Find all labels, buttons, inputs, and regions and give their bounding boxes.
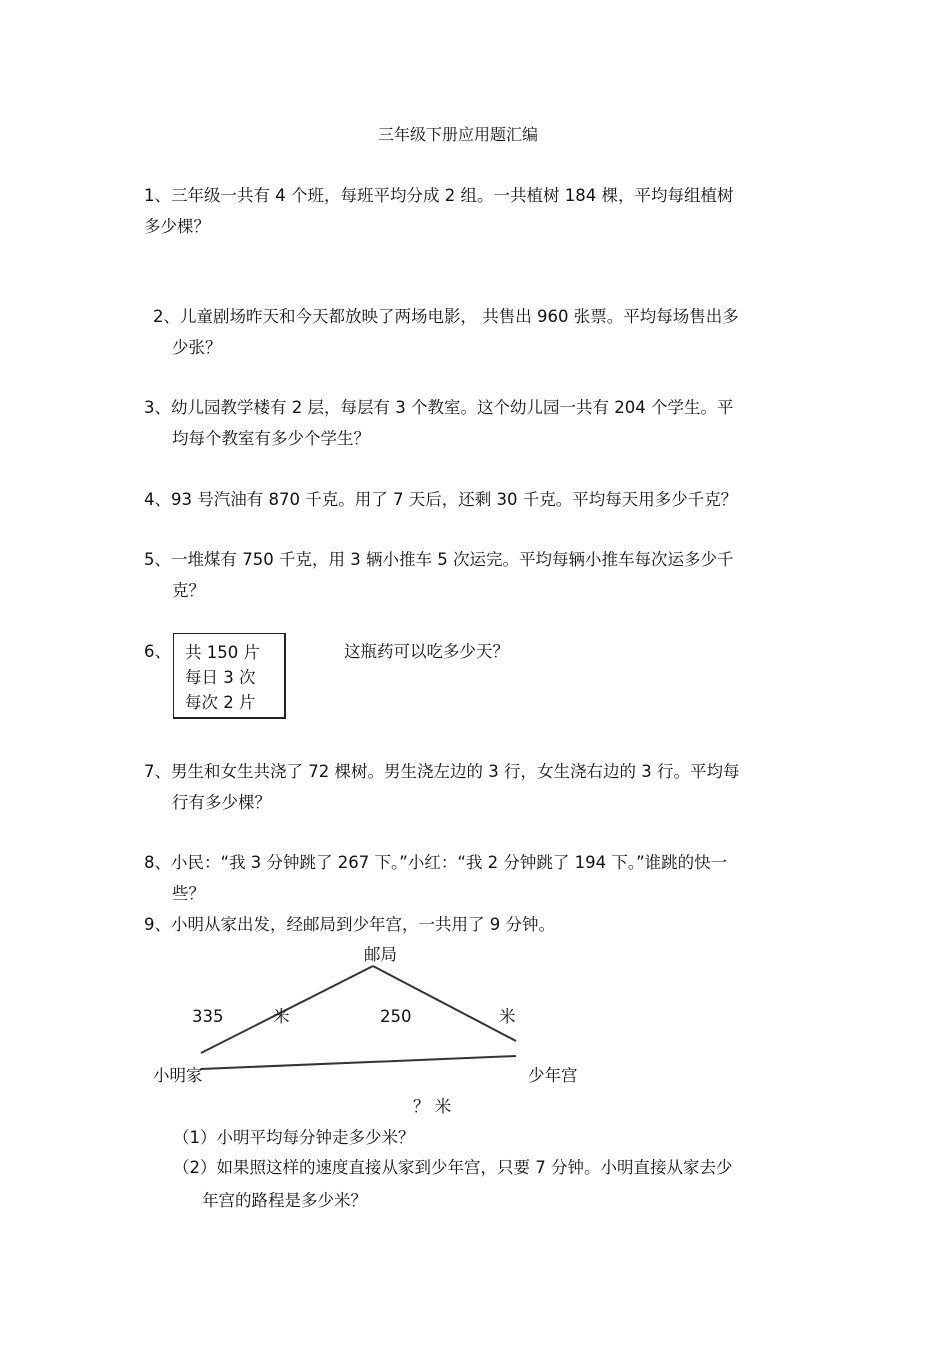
- left-unit-label: 米: [273, 1007, 290, 1026]
- question-6-number: 6、: [144, 642, 171, 661]
- question-9-sub-2-line-2: 年宫的路程是多少米？: [202, 1191, 367, 1210]
- route-home-to-palace: [201, 1056, 516, 1069]
- medicine-pills-per-time: 每次 2 片: [185, 693, 256, 712]
- right-unit-label: 米: [499, 1007, 516, 1026]
- home-label: 小明家: [153, 1066, 203, 1085]
- question-3-line-1: 3、幼儿园教学楼有 2 层，每层有 3 个教室。这个幼儿园一共有 204 个学生。平: [144, 398, 734, 417]
- question-8-line-1: 8、小民：“我 3 分钟跳了 267 下。”小红：“我 2 分钟跳了 194 下。”谁跳的快一: [144, 853, 728, 872]
- post-office-label: 邮局: [364, 945, 397, 964]
- right-distance-label: 250: [380, 1007, 412, 1026]
- medicine-total: 共 150 片: [185, 643, 260, 662]
- left-distance-label: 335: [192, 1007, 224, 1026]
- youth-palace-label: 少年宫: [528, 1066, 578, 1085]
- question-8-line-2: 些？: [172, 884, 205, 903]
- question-5-line-2: 克？: [172, 581, 205, 600]
- question-2-line-1: 2、儿童剧场昨天和今天都放映了两场电影， 共售出 960 张票。平均每场售出多: [153, 307, 739, 326]
- question-9-sub-2-line-1: （2）如果照这样的速度直接从家到少年宫，只要 7 分钟。小明直接从家去少: [173, 1158, 733, 1177]
- question-6-text: 这瓶药可以吃多少天？: [344, 642, 509, 661]
- route-post-to-palace: [373, 966, 516, 1041]
- question-4-line-1: 4、93 号汽油有 870 千克。用了 7 天后，还剩 30 千克。平均每天用多少千克？: [144, 490, 738, 509]
- page-title: 三年级下册应用题汇编: [378, 125, 539, 144]
- question-2-line-2: 少张？: [172, 338, 222, 357]
- question-1-line-1: 1、三年级一共有 4 个班，每班平均分成 2 组。一共植树 184 棵，平均每组植树: [144, 186, 734, 205]
- question-5-line-1: 5、一堆煤有 750 千克，用 3 辆小推车 5 次运完。平均每辆小推车每次运多少千: [144, 550, 734, 569]
- question-7-line-2: 行有多少棵？: [172, 793, 271, 812]
- question-9-sub-1: （1）小明平均每分钟走多少米？: [173, 1128, 415, 1147]
- question-9-line-1: 9、小明从家出发，经邮局到少年宫，一共用了 9 分钟。: [144, 915, 555, 934]
- unknown-distance-label: ？ 米: [413, 1097, 452, 1116]
- question-7-line-1: 7、男生和女生共浇了 72 棵树。男生浇左边的 3 行，女生浇右边的 3 行。平均每: [144, 762, 740, 781]
- medicine-times-per-day: 每日 3 次: [185, 668, 256, 687]
- question-3-line-2: 均每个教室有多少个学生？: [172, 429, 370, 448]
- question-1-line-2: 多少棵？: [144, 217, 210, 236]
